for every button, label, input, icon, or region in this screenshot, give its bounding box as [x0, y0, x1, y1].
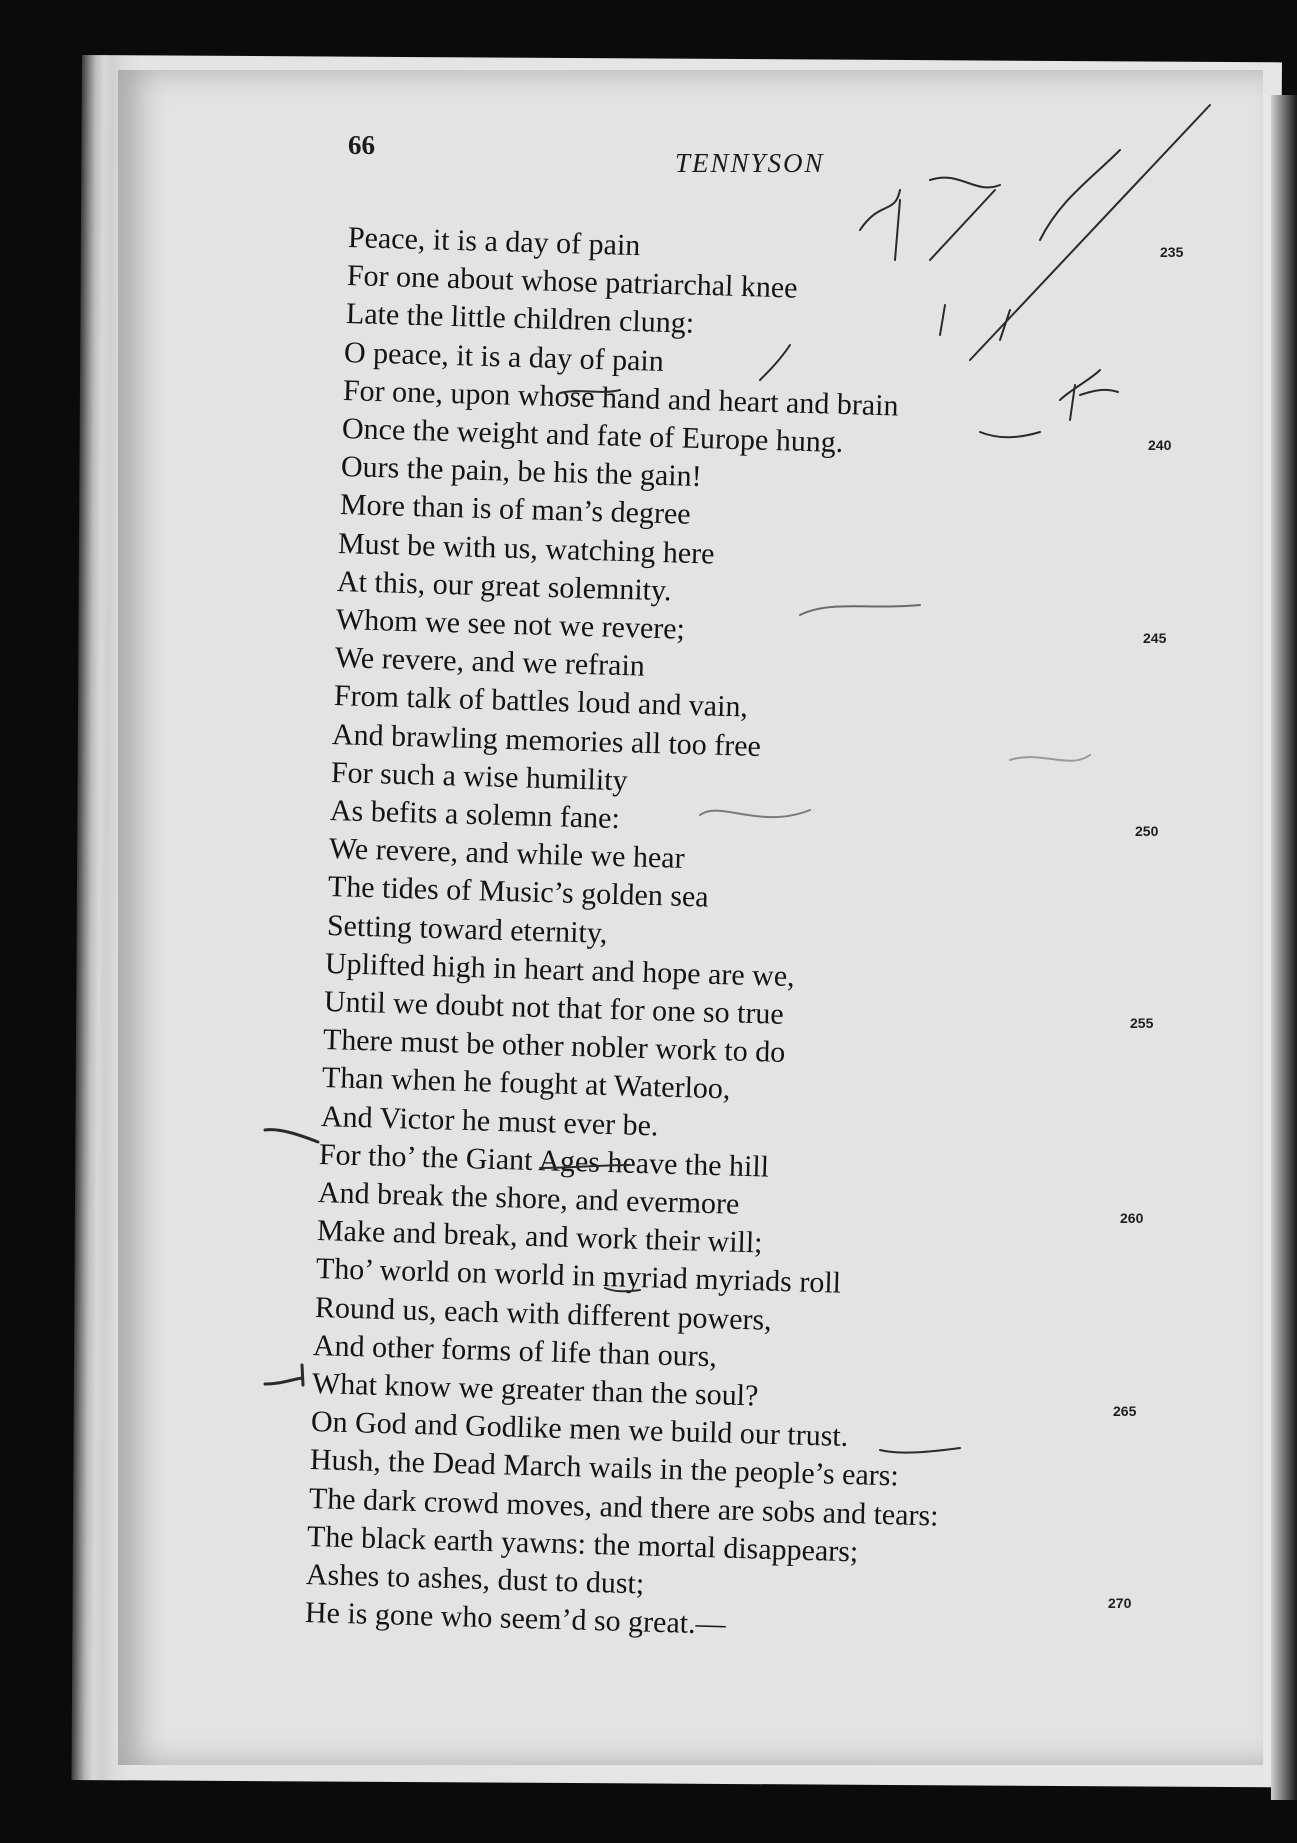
- poem-line: Tho’ world on world in myriad myriads roll: [315, 1252, 842, 1301]
- poem-line: From talk of battles loud and vain,: [333, 679, 749, 724]
- poem-line: On God and Godlike men we build our trust.: [310, 1405, 849, 1454]
- pencil-mark: [760, 345, 790, 380]
- pencil-word-loves: [800, 605, 920, 615]
- poem-line: Must be with us, watching here: [337, 526, 716, 571]
- poem-line: The tides of Music’s golden sea: [327, 870, 709, 915]
- poem-line: At this, our great solemnity.: [336, 564, 673, 608]
- pencil-mark: [1070, 385, 1118, 420]
- pencil-word-light: [1010, 755, 1090, 761]
- poem-line: For one, upon whose hand and heart and brain: [342, 373, 900, 423]
- underline-world: [605, 1288, 640, 1291]
- poem-line: There must be other nobler work to do: [322, 1023, 786, 1070]
- poem-line: And Victor he must ever be.: [320, 1099, 659, 1143]
- line-number: 255: [1130, 1015, 1154, 1031]
- line-number: 240: [1148, 437, 1172, 453]
- underline-trust: [880, 1448, 960, 1453]
- pencil-scribble: [860, 190, 900, 230]
- poem-line: The dark crowd moves, and there are sobs and tears:: [308, 1481, 939, 1533]
- poem-line: As befits a solemn fane:: [329, 794, 621, 836]
- poem-line: And other forms of life than ours,: [312, 1328, 718, 1374]
- margin-mark: [265, 1365, 303, 1385]
- poem-line: For tho’ the Giant Ages heave the hill: [318, 1137, 770, 1184]
- line-number: 250: [1135, 823, 1159, 839]
- poem-line: Make and break, and work their will;: [316, 1214, 763, 1260]
- poem-line: Setting toward eternity,: [326, 908, 608, 950]
- pencil-word-temple: [700, 810, 810, 817]
- poem-line: More than is of man’s degree: [339, 488, 691, 532]
- poem-line: Uplifted high in heart and hope are we,: [324, 946, 796, 993]
- poem-line: Until we doubt not that for one so true: [323, 985, 785, 1031]
- pencil-scribble: [895, 178, 1000, 260]
- running-title: TENNYSON: [675, 148, 825, 178]
- line-number: 265: [1113, 1403, 1137, 1419]
- underline-mark: [560, 390, 620, 393]
- pencil-mark: [940, 305, 945, 335]
- poem-line: Whom we see not we revere;: [335, 603, 686, 646]
- margin-dash: [265, 1130, 318, 1142]
- poem-line: We revere, and we refrain: [334, 641, 646, 683]
- poem-line: Hush, the Dead March wails in the people’s ears:: [309, 1443, 900, 1493]
- poem-line: Ours the pain, be his the gain!: [340, 450, 702, 494]
- poem-line: Late the little children clung:: [345, 297, 695, 341]
- poem-line: Once the weight and fate of Europe hung.: [341, 412, 844, 459]
- poem-line: Round us, each with different powers,: [314, 1290, 772, 1337]
- poem-line: For one about whose patriarchal knee: [346, 259, 798, 305]
- poem-line: We revere, and while we hear: [328, 832, 685, 876]
- poem-line: The black earth yawns: the mortal disappears;: [306, 1519, 860, 1569]
- line-number: 245: [1143, 630, 1167, 646]
- line-number: 270: [1108, 1595, 1132, 1611]
- underline-giant-ages: [540, 1165, 630, 1168]
- pencil-scribble: [1000, 150, 1120, 340]
- underline-mark: [980, 432, 1040, 437]
- pencil-stroke: [930, 105, 1210, 360]
- poem-line: O peace, it is a day of pain: [343, 335, 665, 378]
- poem-line: What know we greater than the soul?: [311, 1367, 759, 1413]
- page-number: 66: [348, 130, 375, 160]
- poem-line: For such a wise humility: [330, 755, 629, 798]
- poem-line: Ashes to ashes, dust to dust;: [305, 1558, 645, 1601]
- poem-line: And break the shore, and evermore: [317, 1176, 740, 1221]
- poem-line: Than when he fought at Waterloo,: [321, 1061, 731, 1106]
- poem-line: And brawling memories all too free: [332, 717, 762, 763]
- poem-line: Peace, it is a day of pain: [347, 221, 641, 263]
- line-number: 235: [1160, 244, 1184, 260]
- poem-line: He is gone who seem’d so great.—: [304, 1596, 727, 1641]
- line-number: 260: [1120, 1210, 1144, 1226]
